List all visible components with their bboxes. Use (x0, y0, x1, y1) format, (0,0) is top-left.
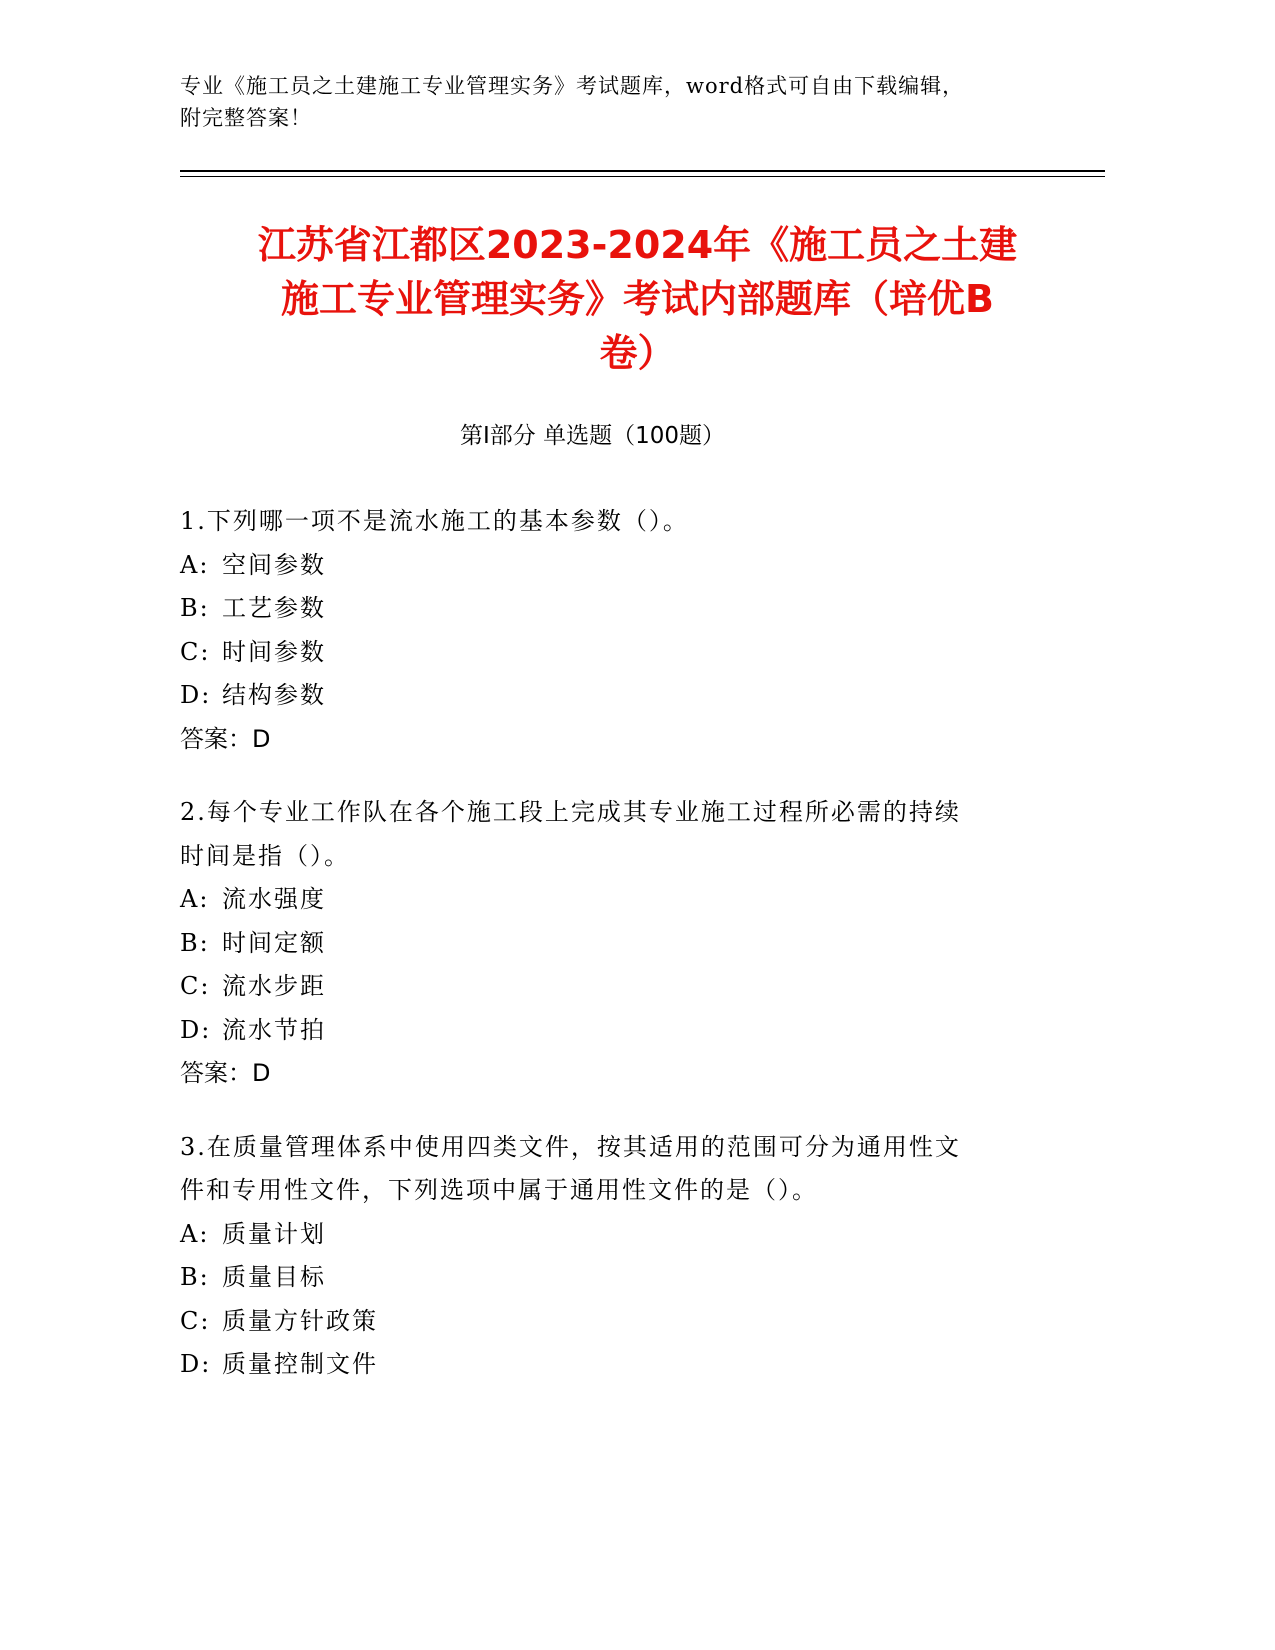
option-text: 流水步距 (222, 972, 326, 1000)
question-stem-line2: 时间是指（）。 (180, 841, 350, 870)
option-a (180, 1213, 1020, 1257)
option-text: 结构参数 (222, 681, 326, 709)
option-b (180, 587, 1020, 631)
option-b (180, 922, 1020, 966)
header-note-line1: 专业《施工员之土建施工专业管理实务》考试题库，word格式可自由下载编辑， (180, 74, 965, 98)
option-d (180, 674, 1020, 718)
option-letter: D: (180, 681, 212, 709)
question-list (180, 500, 1020, 1417)
option-text: 流水节拍 (222, 1015, 326, 1044)
question-stem: 1.下列哪一项不是流水施工的基本参数（）。 (180, 507, 689, 535)
option-a (180, 878, 1020, 922)
option-text: 质量控制文件 (222, 1350, 378, 1378)
header-note-line2: 附完整答案！ (180, 106, 312, 130)
answer-line: 答案：D (180, 724, 271, 753)
option-letter: C: (180, 972, 211, 1000)
option-c (180, 1300, 1020, 1344)
document-title-line1: 江苏省江都区2023-2024年《施工员之土建 (257, 223, 1018, 267)
section-heading: 第Ⅰ部分 单选题（100题） (460, 423, 725, 449)
option-letter: D: (180, 1015, 212, 1044)
option-letter: A: (180, 550, 210, 579)
option-text: 时间定额 (222, 928, 326, 957)
option-text: 质量计划 (222, 1219, 326, 1248)
option-letter: B: (180, 1263, 210, 1291)
option-d (180, 1343, 1020, 1387)
option-letter: C: (180, 1306, 211, 1335)
document-title-line3: 卷） (599, 331, 676, 375)
question-2 (180, 791, 1020, 1096)
option-text: 质量方针政策 (222, 1306, 378, 1335)
option-letter: A: (180, 1219, 210, 1248)
option-c (180, 631, 1020, 675)
header-divider-thick (180, 170, 1105, 172)
header-note (180, 70, 1060, 134)
option-letter: C: (180, 637, 211, 666)
option-text: 时间参数 (222, 637, 326, 666)
option-text: 空间参数 (222, 550, 326, 579)
option-letter: D: (180, 1350, 212, 1378)
question-1 (180, 500, 1020, 761)
option-b (180, 1256, 1020, 1300)
option-d (180, 1009, 1020, 1053)
option-letter: B: (180, 928, 210, 957)
option-letter: B: (180, 594, 210, 622)
option-text: 流水强度 (222, 885, 326, 913)
option-c (180, 965, 1020, 1009)
answer-line: 答案：D (180, 1059, 271, 1087)
option-text: 质量目标 (222, 1263, 326, 1291)
question-stem-line1: 2.每个专业工作队在各个施工段上完成其专业施工过程所必需的持续 (180, 798, 961, 826)
option-text: 工艺参数 (222, 594, 326, 622)
document-title-line2: 施工专业管理实务》考试内部题库（培优B (281, 277, 994, 321)
question-stem-line1: 3.在质量管理体系中使用四类文件，按其适用的范围可分为通用性文 (180, 1132, 961, 1161)
document-title (170, 218, 1105, 380)
option-a (180, 544, 1020, 588)
option-letter: A: (180, 885, 210, 913)
header-divider-thin (180, 176, 1105, 177)
question-stem-line2: 件和专用性文件，下列选项中属于通用性文件的是（）。 (180, 1176, 818, 1204)
question-3 (180, 1126, 1020, 1387)
